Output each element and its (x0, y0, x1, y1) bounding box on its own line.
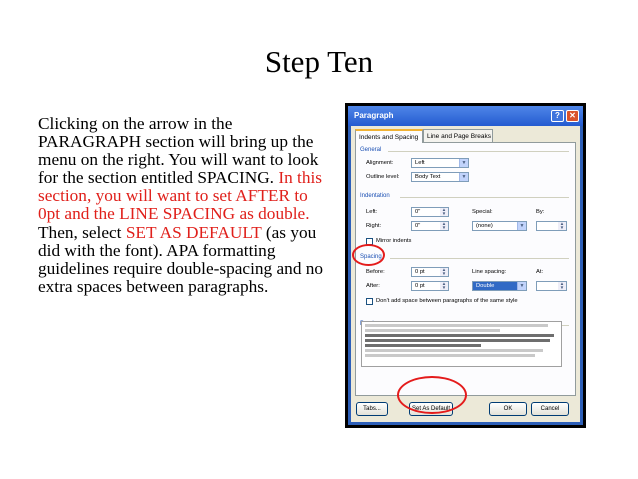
indentation-heading: Indentation (360, 193, 390, 199)
line-spacing-label: Line spacing: (472, 269, 507, 275)
close-icon[interactable]: ✕ (566, 110, 579, 122)
dialog-title: Paragraph (354, 111, 394, 120)
chevron-down-icon[interactable]: ▼ (517, 282, 526, 290)
preview-box (361, 321, 562, 367)
preview-line (365, 354, 535, 357)
body-text-instruction: In this section, you will want to set AFTER to 0pt and the LINE SPACING as double. (38, 168, 323, 224)
paragraph-dialog (348, 106, 583, 425)
spacing-heading: Spacing (360, 254, 382, 260)
special-value: (none) (476, 223, 493, 229)
preview-line (365, 349, 543, 352)
before-input[interactable] (411, 267, 449, 277)
spacing-highlight-circle (352, 244, 385, 266)
slide-body-text (38, 115, 328, 296)
chevron-down-icon[interactable]: ▼ (517, 222, 526, 230)
tabs-button[interactable]: Tabs... (356, 402, 388, 416)
mirror-indents-label: Mirror indents (376, 238, 412, 244)
right-indent-value: 0" (415, 223, 421, 229)
preview-line (365, 339, 550, 342)
spinner-icon[interactable]: ▲ ▼ (441, 267, 447, 276)
chevron-down-icon[interactable]: ▼ (459, 159, 468, 167)
preview-line (365, 344, 481, 347)
dialog-titlebar[interactable] (348, 106, 583, 126)
spinner-icon[interactable]: ▲ ▼ (441, 221, 447, 230)
tab-indents-and-spacing[interactable]: Indents and Spacing (355, 129, 423, 143)
outline-level-select[interactable] (411, 172, 469, 182)
slide-title: Step Ten (264, 44, 374, 79)
line-spacing-value: Double (476, 283, 495, 289)
by-input[interactable] (536, 221, 567, 231)
general-heading: General (360, 147, 382, 153)
left-indent-label: Left: (366, 209, 378, 215)
tab-line-and-page-breaks[interactable]: Line and Page Breaks (423, 129, 493, 142)
special-select[interactable] (472, 221, 527, 231)
body-text-then: Then, select (38, 222, 126, 242)
before-label: Before: (366, 269, 385, 275)
after-label: After: (366, 283, 380, 289)
indentation-divider (400, 197, 569, 198)
general-divider (388, 151, 569, 152)
preview-line (365, 329, 500, 332)
preview-line (365, 334, 554, 337)
ok-button[interactable]: OK (489, 402, 527, 416)
body-text-apa: (as you did with the font). APA formatting guidelines require double-spacing and no extra spaces between paragraphs. (38, 222, 324, 296)
dont-add-space-checkbox[interactable] (366, 298, 373, 305)
spinner-icon[interactable]: ▲ ▼ (559, 221, 565, 230)
set-default-highlight-circle (397, 376, 467, 414)
outline-level-value: Body Text (415, 174, 441, 180)
preview-line (365, 324, 548, 327)
body-text-set-default: SET AS DEFAULT (125, 222, 262, 242)
paragraph-dialog-screenshot (345, 103, 586, 428)
right-indent-input[interactable] (411, 221, 449, 231)
spacing-divider (390, 258, 569, 259)
before-value: 0 pt (415, 269, 425, 275)
chevron-down-icon[interactable]: ▼ (459, 173, 468, 181)
dialog-client-area (351, 126, 580, 422)
alignment-label: Alignment: (366, 160, 394, 166)
spinner-icon[interactable]: ▲ ▼ (441, 207, 447, 216)
after-input[interactable] (411, 281, 449, 291)
left-indent-input[interactable] (411, 207, 449, 217)
at-label: At: (536, 269, 544, 275)
cancel-button[interactable]: Cancel (531, 402, 569, 416)
special-label: Special: (472, 209, 493, 215)
question-icon[interactable]: ? (551, 110, 564, 122)
set-as-default-button[interactable]: Set As Default (409, 402, 453, 416)
dont-add-space-label: Don't add space between paragraphs of the same style (376, 298, 518, 304)
right-indent-label: Right: (366, 223, 382, 229)
after-value: 0 pt (415, 283, 425, 289)
by-label: By: (536, 209, 545, 215)
alignment-value: Left (415, 160, 425, 166)
left-indent-value: 0" (415, 209, 421, 215)
line-spacing-select[interactable] (472, 281, 527, 291)
spinner-icon[interactable]: ▲ ▼ (441, 281, 447, 290)
body-text-intro: Clicking on the arrow in the PARAGRAPH section will bring up the menu on the right. You will want to look for the section entitled SPACING. (38, 114, 319, 188)
outline-level-label: Outline level: (366, 174, 400, 180)
at-input[interactable] (536, 281, 567, 291)
spinner-icon[interactable]: ▲ ▼ (559, 281, 565, 290)
alignment-select[interactable] (411, 158, 469, 168)
